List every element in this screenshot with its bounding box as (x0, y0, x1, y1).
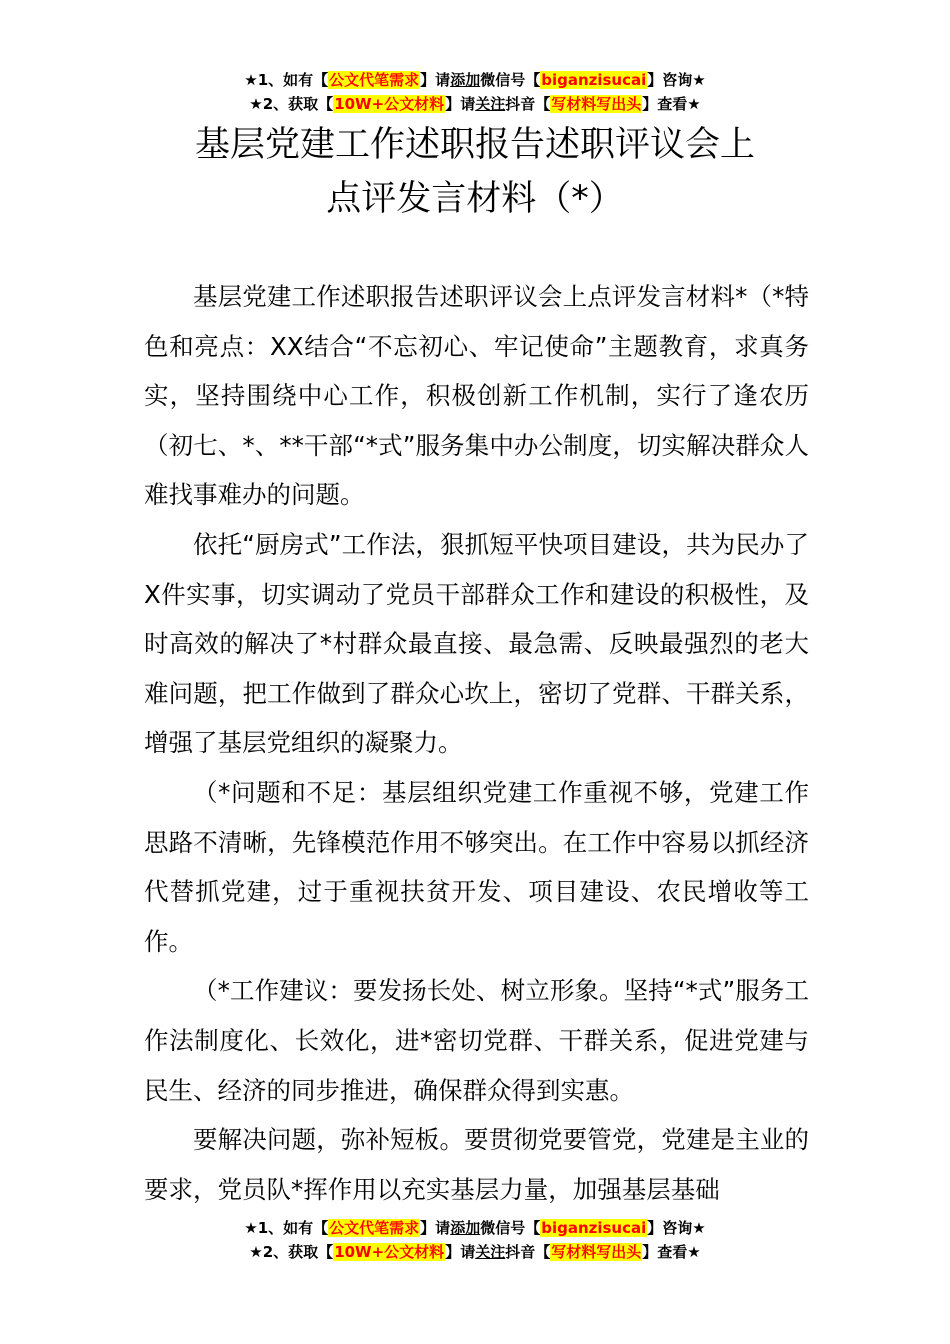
highlight-service: 公文代笔需求 (329, 1219, 420, 1237)
banner-line-1: ★1、如有【公文代笔需求】请添加微信号【biganzisucai】咨询★ (244, 71, 706, 89)
highlight-materials: 10W+公文材料 (334, 1243, 445, 1261)
header-banner (0, 68, 950, 116)
banner-line-2: ★2、获取【10W+公文材料】请关注抖音【写材料写出头】查看★ (249, 95, 701, 113)
banner-line-2: ★2、获取【10W+公文材料】请关注抖音【写材料写出头】查看★ (249, 1243, 701, 1261)
highlight-wechat-id: biganzisucai (541, 1219, 647, 1237)
highlight-douyin-account: 写材料写出头 (551, 95, 642, 113)
paragraph: 基层党建工作述职报告述职评议会上点评发言材料*（*特色和亮点：XX结合“不忘初心、牢记使命”主题教育，求真务实，坚持围绕中心工作，积极创新工作机制，实行了逢农历（初七、*、**干部“*式”服务集中办公制度，切实解决群众人难找事难办的问题。 (144, 282, 809, 510)
banner-line-1: ★1、如有【公文代笔需求】请添加微信号【biganzisucai】咨询★ (244, 1219, 706, 1237)
highlight-douyin-account: 写材料写出头 (551, 1243, 642, 1261)
highlight-service: 公文代笔需求 (329, 71, 420, 89)
highlight-materials: 10W+公文材料 (334, 95, 445, 113)
paragraph: （*问题和不足：基层组织党建工作重视不够，党建工作思路不清晰，先锋模范作用不够突出。在工作中容易以抓经济代替抓党建，过于重视扶贫开发、项目建设、农民增收等工作。 (144, 777, 809, 956)
document-title (0, 118, 950, 226)
paragraph: （*工作建议：要发扬长处、树立形象。坚持“*式”服务工作法制度化、长效化，进*密切党群、干群关系，促进党建与民生、经济的同步推进，确保群众得到实惠。 (144, 976, 809, 1105)
paragraph: 依托“厨房式”工作法，狠抓短平快项目建设，共为民办了X件实事，切实调动了党员干部群众工作和建设的积极性，及时高效的解决了*村群众最直接、最急需、反映最强烈的老大难问题，把工作做到了群众心坎上，密切了党群、干群关系，增强了基层党组织的凝聚力。 (144, 529, 809, 758)
highlight-wechat-id: biganzisucai (541, 71, 647, 89)
footer-banner (0, 1216, 950, 1264)
title-line-2: 点评发言材料（*） (326, 179, 624, 219)
paragraph: 要解决问题，弥补短板。要贯彻党要管党，党建是主业的要求，党员队*挥作用以充实基层力量，加强基层基础 (144, 1125, 809, 1204)
document-body (144, 272, 809, 1214)
title-line-1: 基层党建工作述职报告述职评议会上 (194, 125, 755, 165)
